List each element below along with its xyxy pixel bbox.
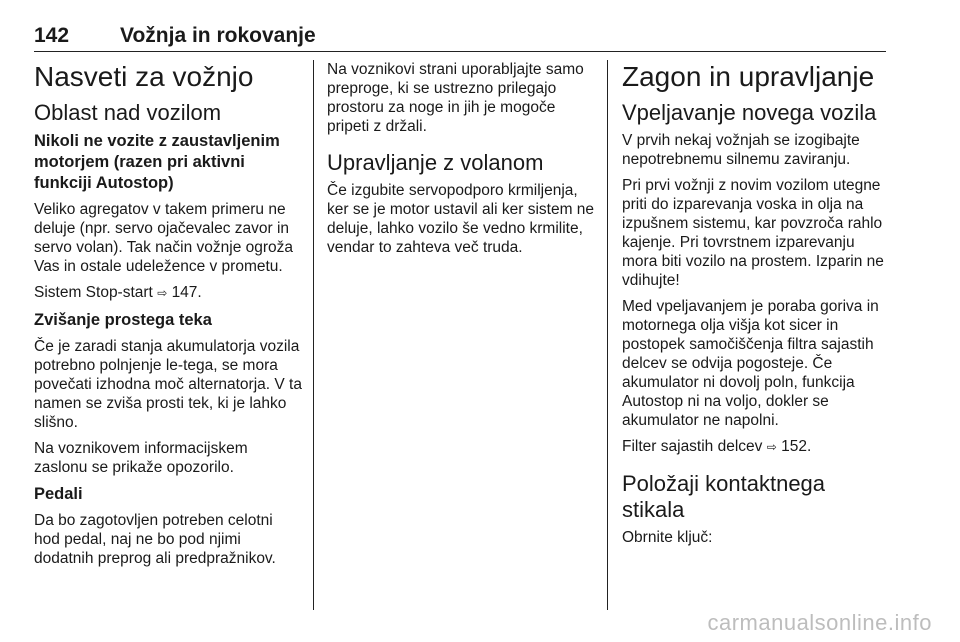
- page-number: 142: [34, 24, 70, 47]
- watermark: carmanualsonline.info: [707, 610, 932, 635]
- paragraph: Pri prvi vožnji z novim vozilom utegne priti do izparevanja voska in olja na izpušnem sistemu, kar povzroča rahlo kajenje. Pri tovrstnem izparevanju mora biti vozilo na prostem. Izparin ne vdihujte!: [622, 177, 884, 289]
- paragraph: Na voznikovi strani uporabljajte samo preproge, ki se ustrezno prilegajo prostoru za noge in jih je mogoče pripeti z držali.: [327, 61, 584, 135]
- reference-text: Filter sajastih delcev: [622, 438, 763, 455]
- paragraph: V prvih nekaj vožnjah se izogibajte nepotrebnemu silnemu zaviranju.: [622, 132, 860, 168]
- chapter-title: Nasveti za vožnjo: [34, 61, 254, 92]
- page-header: [34, 22, 886, 52]
- page-reference-icon: ⇨: [157, 286, 168, 300]
- section-title: Oblast nad vozilom: [34, 100, 222, 125]
- paragraph: Če je zaradi stanja akumulatorja vozila potrebno polnjenje le-tega, se mora povečati izhodna moč alternatorja. V ta namen se zviša prosti tek, ki je lahko slišno.: [34, 338, 302, 431]
- column-1: [34, 60, 302, 575]
- page-reference-icon: ⇨: [766, 440, 777, 454]
- section-title: Položaji kontaktnega stikala: [622, 471, 826, 522]
- section-title: Upravljanje z volanom: [327, 150, 544, 175]
- subsection-title: Nikoli ne vozite z zaustavljenim motorjem (razen pri aktivni funkciji Autostop): [34, 132, 280, 192]
- paragraph: Če izgubite servopodporo krmiljenja, ker se je motor ustavil ali ker sistem ne deluje, lahko vozilo še vedno krmilite, vendar to zahteva več truda.: [327, 182, 595, 256]
- column-3: [622, 60, 888, 554]
- paragraph: Obrnite ključ:: [622, 529, 713, 546]
- paragraph: Veliko agregatov v takem primeru ne deluje (npr. servo ojačevalec zavor in servo volan). Tak način vožnje ogroža Vas in ostale udeležence v prometu.: [34, 201, 294, 275]
- column-divider-2: [607, 60, 608, 610]
- cross-reference[interactable]: [34, 283, 302, 303]
- reference-text: Sistem Stop-start: [34, 284, 153, 301]
- running-title: Vožnja in rokovanje: [120, 24, 316, 47]
- cross-reference[interactable]: [622, 437, 888, 457]
- reference-page: 147.: [171, 284, 202, 301]
- paragraph: Med vpeljavanjem je poraba goriva in motornega olja višja kot sicer in postopek samočiščenja filtra sajastih delcev se odvija pogosteje. Če akumulator ni dovolj poln, funkcija Autostop ni na voljo, dokler se akumulator ne napolni.: [622, 298, 879, 429]
- paragraph: Da bo zagotovljen potreben celotni hod pedal, naj ne bo pod njimi dodatnih preprog ali predpražnikov.: [34, 512, 276, 567]
- chapter-title: Zagon in upravljanje: [622, 61, 875, 92]
- reference-page: 152.: [781, 438, 812, 455]
- subsection-title: Zvišanje prostega teka: [34, 311, 212, 329]
- column-divider-1: [313, 60, 314, 610]
- paragraph: Na voznikovem informacijskem zaslonu se prikaže opozorilo.: [34, 440, 248, 476]
- section-title: Vpeljavanje novega vozila: [622, 100, 877, 125]
- column-2: [327, 60, 595, 264]
- subsection-title: Pedali: [34, 485, 83, 503]
- header-divider: [34, 51, 886, 52]
